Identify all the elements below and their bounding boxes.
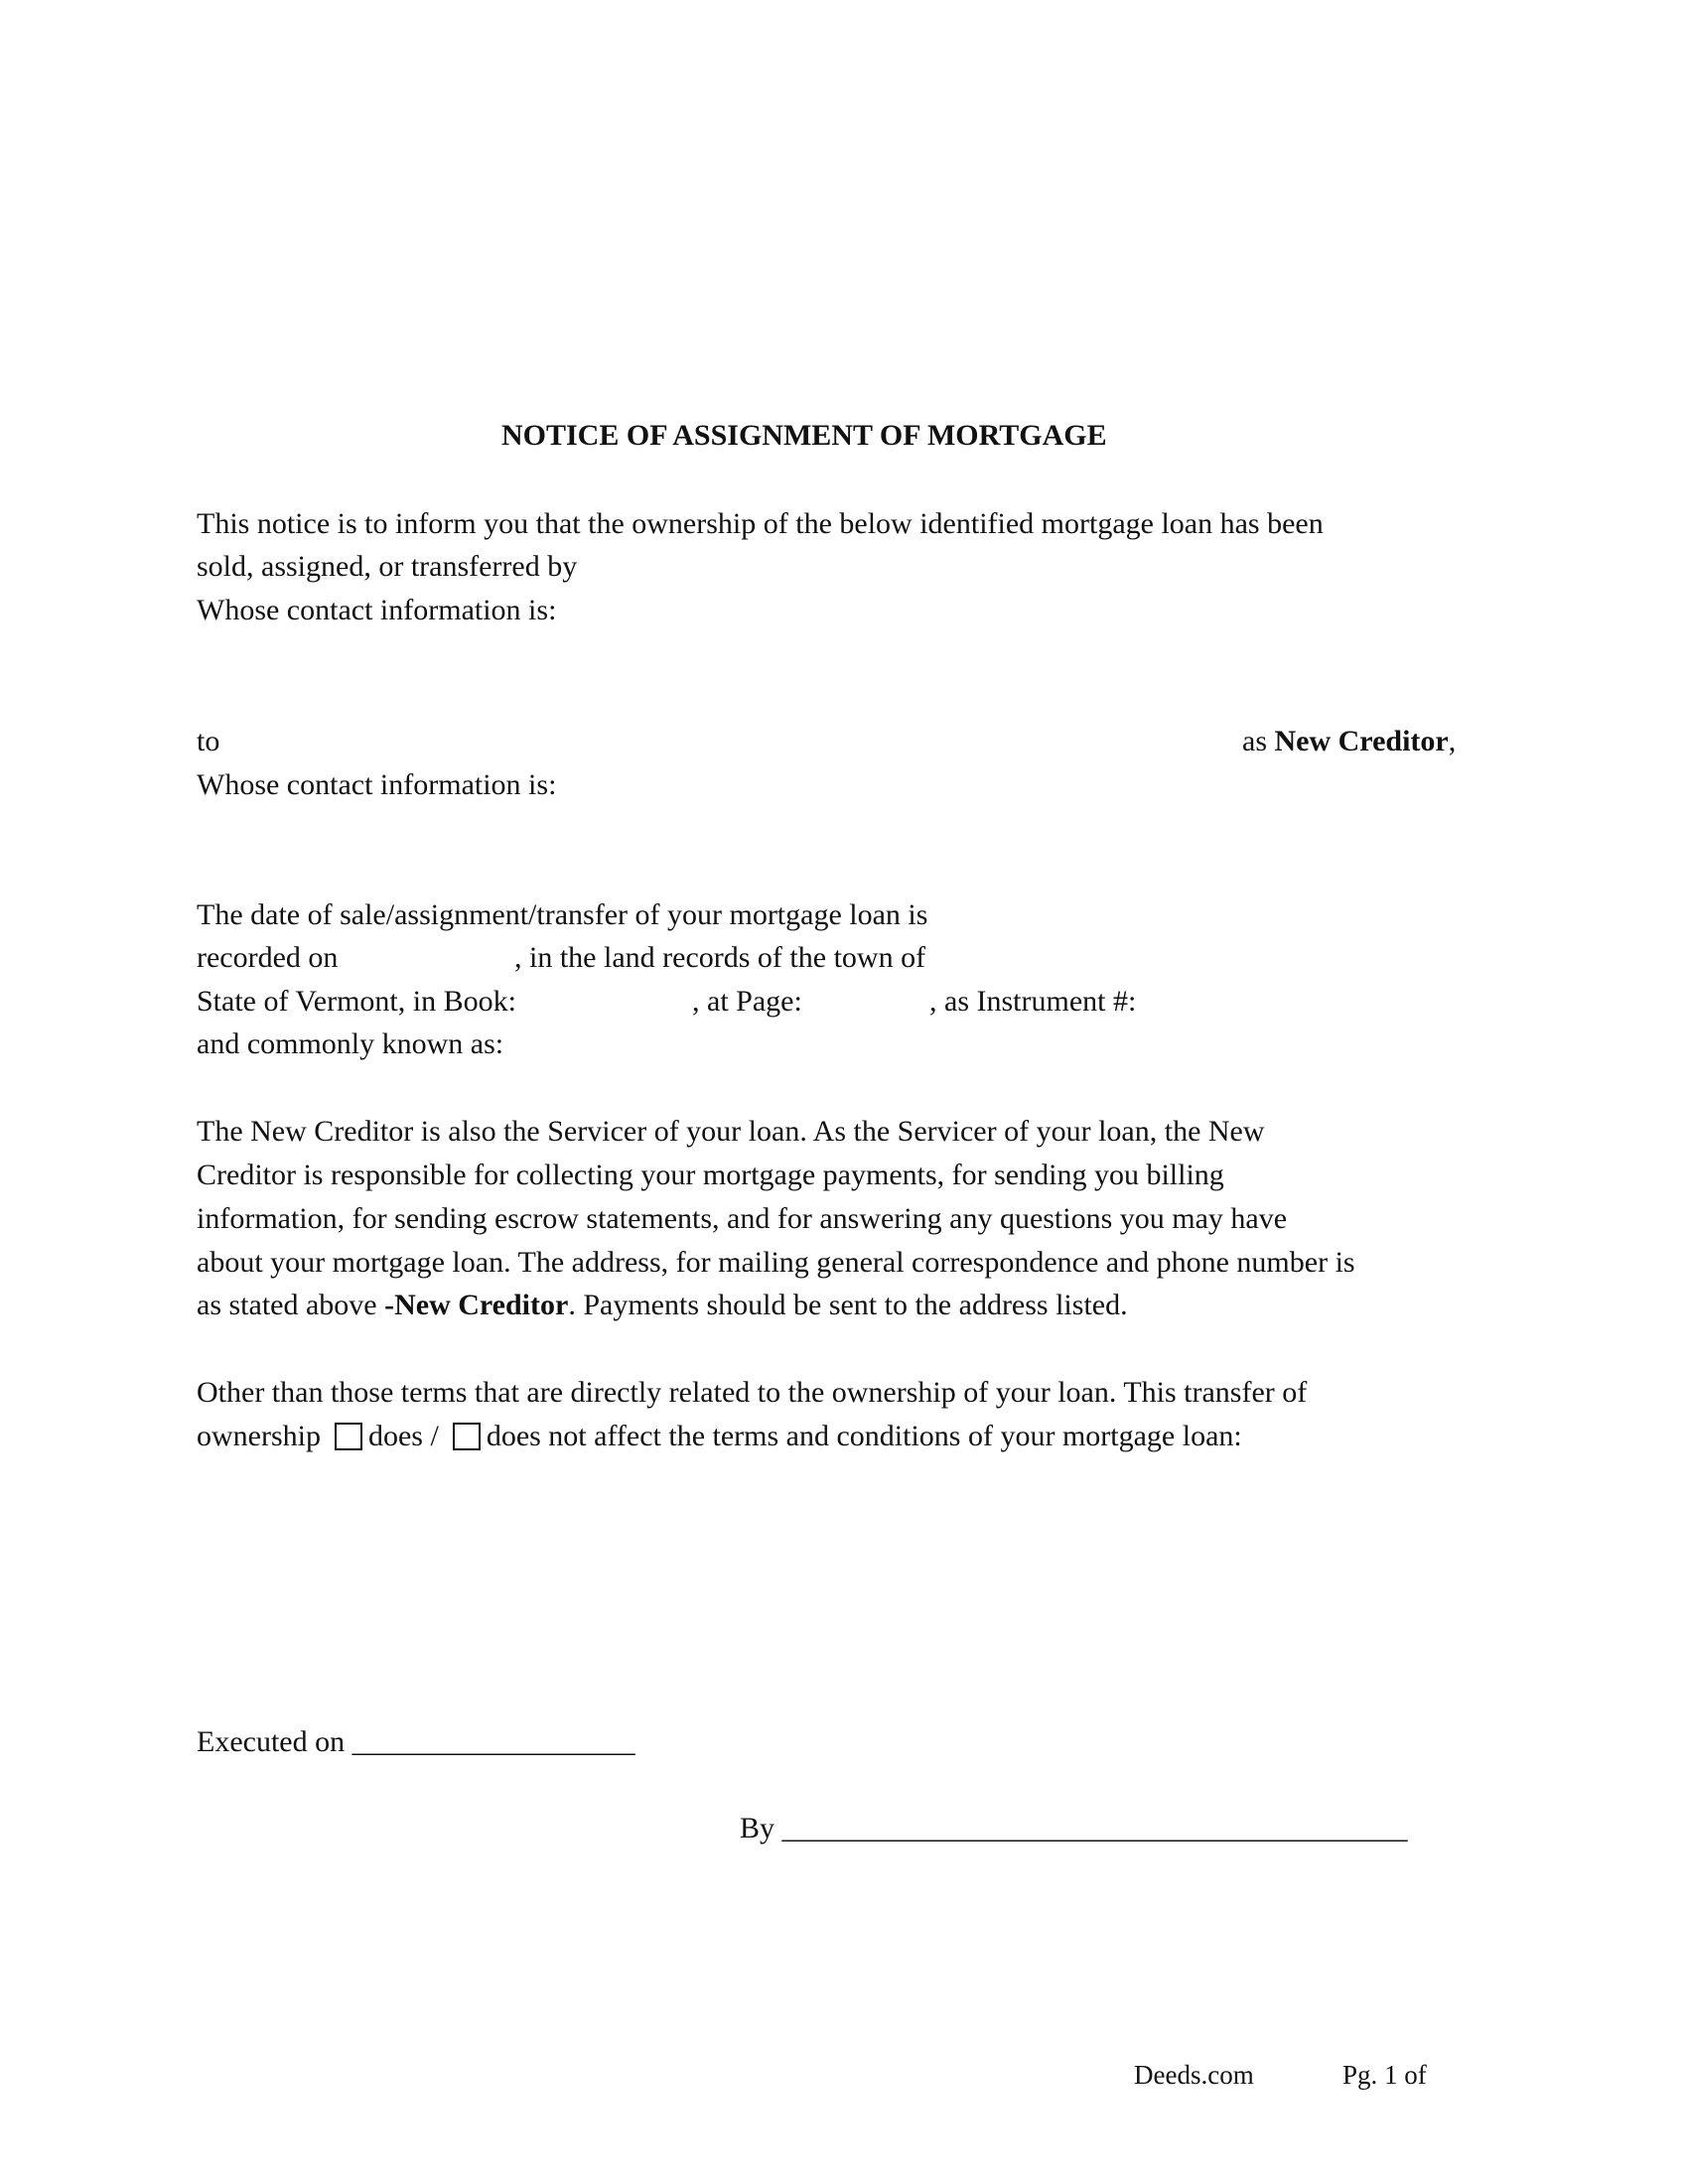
terms-line-2 xyxy=(197,1415,1242,1458)
footer-page-number: Pg. 1 of xyxy=(1342,2060,1427,2090)
instrument-label: , as Instrument #: xyxy=(929,985,1137,1018)
ownership-label: ownership xyxy=(197,1420,321,1452)
terms-line-1: Other than those terms that are directly related to the ownership of your loan. This transfer of xyxy=(197,1376,1308,1409)
servicer-line-5-post: . Payments should be sent to the address listed. xyxy=(568,1289,1128,1321)
comma: , xyxy=(1448,725,1457,757)
recording-line-1: The date of sale/assignment/transfer of your mortgage loan is xyxy=(197,898,928,931)
to-label: to xyxy=(197,725,220,757)
servicer-line-4: about your mortgage loan. The address, for mailing general correspondence and phone number is xyxy=(197,1246,1355,1279)
new-creditor-contact-label: Whose contact information is: xyxy=(197,768,557,801)
new-creditor-designation xyxy=(1242,720,1456,763)
intro-line-2: sold, assigned, or transferred by xyxy=(197,550,578,583)
does-not-label: does not affect the terms and conditions of your mortgage loan: xyxy=(486,1420,1242,1452)
recorded-on-label: recorded on xyxy=(197,941,339,974)
does-label: does / xyxy=(367,1420,439,1452)
intro-contact-label: Whose contact information is: xyxy=(197,594,557,626)
servicer-line-2: Creditor is responsible for collecting your mortgage payments, for sending you billing xyxy=(197,1159,1224,1191)
land-records-label: , in the land records of the town of xyxy=(514,941,926,974)
servicer-new-creditor-ref: -New Creditor xyxy=(384,1289,569,1321)
known-as-label: and commonly known as: xyxy=(197,1027,504,1060)
intro-line-1: This notice is to inform you that the ownership of the below identified mortgage loan has been xyxy=(197,507,1324,540)
document-title: NOTICE OF ASSIGNMENT OF MORTGAGE xyxy=(501,419,1107,452)
state-book-label: State of Vermont, in Book: xyxy=(197,985,516,1018)
does-checkbox[interactable] xyxy=(335,1423,362,1450)
servicer-line-1: The New Creditor is also the Servicer of your loan. As the Servicer of your loan, the New xyxy=(197,1115,1265,1148)
does-not-checkbox[interactable] xyxy=(453,1423,481,1450)
footer-site: Deeds.com xyxy=(1134,2060,1254,2090)
executed-on-line[interactable]: Executed on ___________________ xyxy=(197,1725,635,1758)
at-page-label: , at Page: xyxy=(692,985,802,1018)
servicer-line-5-pre: as stated above xyxy=(197,1289,385,1321)
signature-line[interactable]: By __________________________________________ xyxy=(740,1812,1408,1844)
new-creditor-label: New Creditor xyxy=(1274,725,1449,757)
servicer-line-5 xyxy=(197,1284,1128,1327)
as-label: as xyxy=(1242,725,1275,757)
servicer-line-3: information, for sending escrow statements, and for answering any questions you may have xyxy=(197,1202,1288,1235)
